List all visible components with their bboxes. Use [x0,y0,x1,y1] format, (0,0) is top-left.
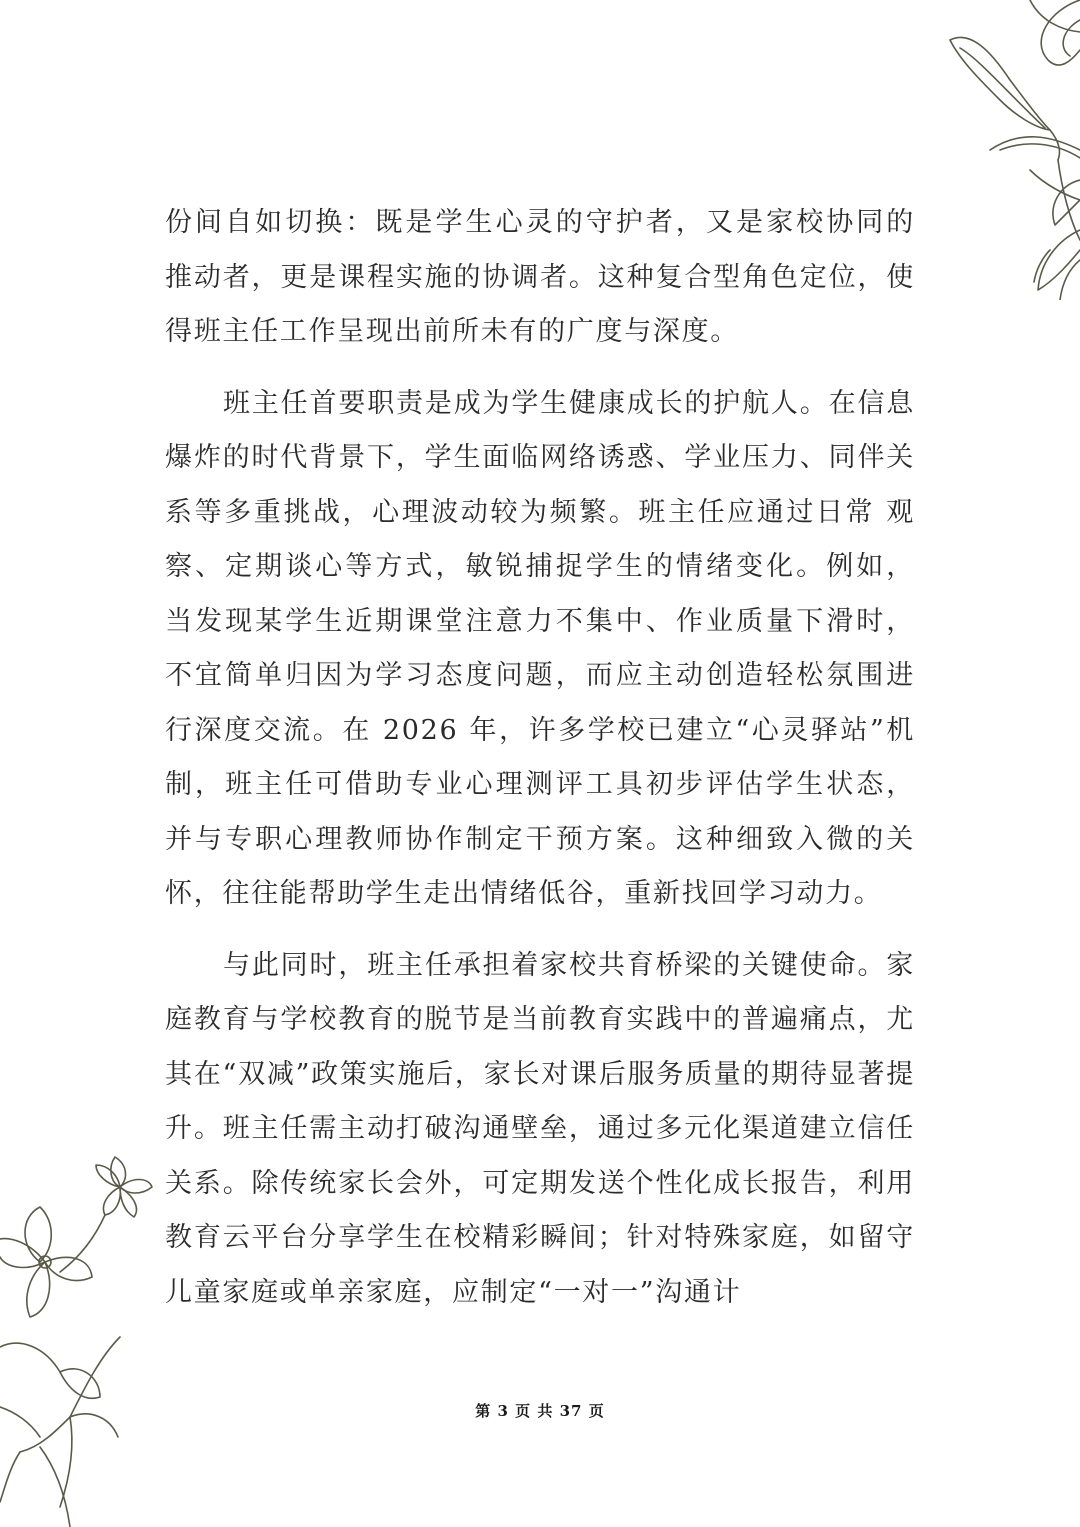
lily-illustration-top-right [930,0,1080,300]
paragraph-guardian-role: 班主任首要职责是成为学生健康成长的护航人。在信息爆炸的时代背景下，学生面临网络诱惑、学业压力、同伴关系等多重挑战，心理波动较为频繁。班主任应通过日常 观察、定期谈心等方式，敏锐捕捉学生的情绪变化。例如， 当发现某学生近期课堂注意力不集中、作业质量下滑时， 不宜简单归因为学习态度问题，而应主动创造轻松氛围进 行深度交流。在 2026 年，许多学校已建立“心灵驿站”机 制，班主任可借助专业心理测评工具初步评估学生状态， 并与专职心理教师协作制定干预方案。这种细致入微的关 怀，往往能帮助学生走出情绪低谷，重新找回学习动力。 [165,387,915,909]
paragraph-home-school-bridge: 与此同时，班主任承担着家校共育桥梁的关键使命。家庭教育与学校教育的脱节是当前教育实践中的普遍痛点，尤其在“双减”政策实施后，家长对课后服务质量的期待显著提升。班主任需主动打破沟通壁垒，通过多元化渠道建立信任关系。除传统家长会外，可定期发送个性化成长报告，利用教育云平台分享学生在校精彩瞬间；针对特殊家庭，如留守儿童家庭或单亲家庭，应制定“一对一”沟通计 [165,949,915,1308]
blossom-flower-icon [0,1147,170,1527]
paragraph-continued: 份间自如切换：既是学生心灵的守护者，又是家校协同的 推动者，更是课程实施的协调者。这种复合型角色定位，使 得班主任工作呈现出前所未有的广度与深度。 [165,207,915,347]
lily-flower-icon [930,0,1080,300]
page-number-footer: 第 3 页 共 37 页 [475,1402,605,1420]
blossom-illustration-bottom-left [0,1147,170,1527]
body-text [165,196,915,1337]
